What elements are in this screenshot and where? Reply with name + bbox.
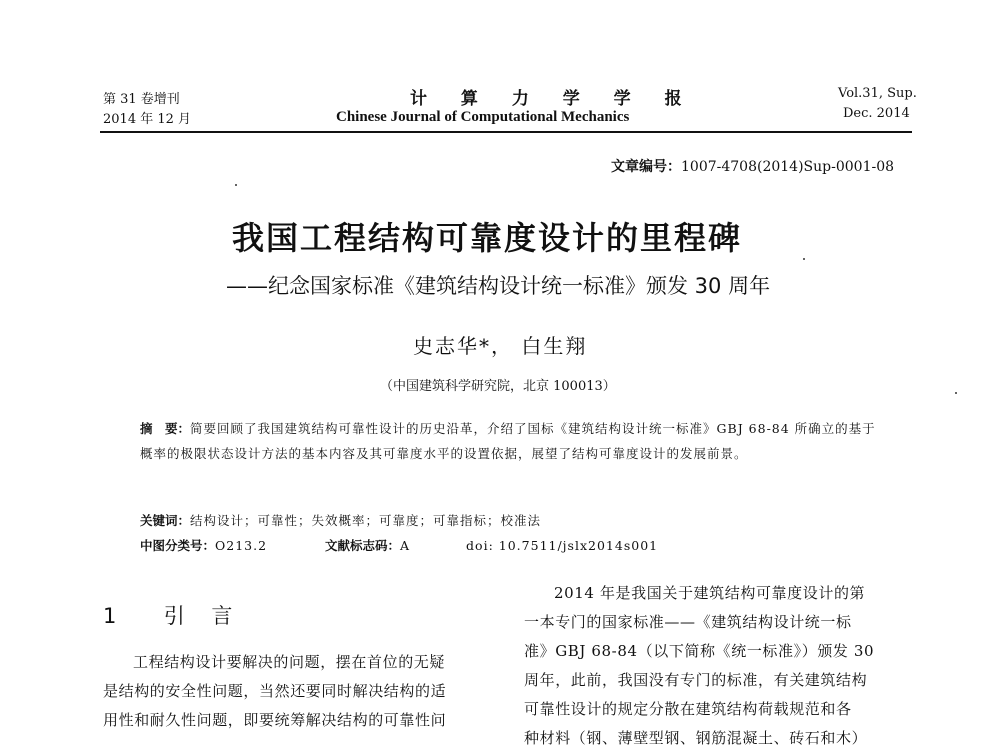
paper-title: 我国工程结构可靠度设计的里程碑 — [232, 219, 743, 257]
left-column — [103, 648, 498, 735]
right-line: 种材料（钢、薄壁型钢、钢筋混凝土、砖石和木） — [524, 729, 868, 747]
date-cn: 2014 年 12 月 — [103, 112, 192, 127]
classification-line — [140, 536, 658, 554]
right-line: 准》GBJ 68-84（以下简称《统一标准》）颁发 30 — [524, 642, 875, 660]
right-line: 可靠性设计的规定分散在建筑结构荷载规范和各 — [524, 700, 852, 718]
right-line: 周年，此前，我国没有专门的标准，有关建筑结构 — [524, 671, 868, 689]
keywords — [140, 511, 541, 529]
keywords-text: 结构设计；可靠性；失效概率；可靠度；可靠指标；校准法 — [190, 513, 542, 528]
right-column — [524, 579, 919, 753]
clc-value: O213.2 — [215, 538, 268, 553]
paper-subtitle: ——纪念国家标准《建筑结构设计统一标准》颁发 30 周年 — [226, 274, 771, 298]
doi-label: doi: — [466, 538, 494, 553]
section-title: 引 言 — [163, 604, 243, 628]
doc-code-label: 文献标志码： — [325, 538, 401, 553]
right-line: 2014 年是我国关于建筑结构可靠度设计的第 — [554, 584, 866, 602]
scan-speck — [235, 184, 237, 186]
left-line: 工程结构设计要解决的问题，摆在首位的无疑 — [133, 653, 446, 671]
doi-value: 10.7511/jslx2014s001 — [498, 538, 659, 553]
scan-speck — [955, 392, 957, 394]
abstract-label: 摘 要： — [140, 421, 191, 436]
affiliation: （中国建筑科学研究院，北京 100013） — [380, 379, 616, 394]
journal-title-en: Chinese Journal of Computational Mechanics — [336, 109, 630, 125]
authors: 史志华*， 白生翔 — [413, 334, 588, 358]
section-number: 1 — [103, 604, 127, 628]
abstract-text: 简要回顾了我国建筑结构可靠性设计的历史沿革，介绍了国标《建筑结构设计统一标准》GBJ 68-84 所确立的基于概率的极限状态设计方法的基本内容及其可靠度水平的设置依据，展望了结构可靠度设计的发展前景。 — [140, 421, 876, 461]
left-line: 是结构的安全性问题，当然还要同时解决结构的适 — [103, 682, 447, 700]
keywords-label: 关键词： — [140, 513, 191, 528]
section-heading — [103, 600, 242, 630]
header-rule — [100, 131, 912, 133]
clc-label: 中图分类号： — [140, 538, 216, 553]
abstract — [140, 416, 885, 466]
right-line: 一本专门的国家标准——《建筑结构设计统一标 — [524, 613, 852, 631]
date-en: Dec. 2014 — [843, 106, 910, 121]
article-number — [611, 156, 894, 176]
left-line: 用性和耐久性问题，即要统筹解决结构的可靠性问 — [103, 711, 447, 729]
volume-cn: 第 31 卷增刊 — [103, 92, 180, 107]
doc-code-value: A — [400, 538, 411, 553]
article-number-value: 1007-4708(2014)Sup-0001-08 — [681, 159, 895, 175]
journal-title-cn: 计 算 力 学 学 报 — [410, 89, 696, 109]
scan-speck — [803, 258, 805, 260]
volume-en: Vol.31, Sup. — [838, 86, 917, 101]
article-number-label: 文章编号： — [611, 159, 681, 175]
